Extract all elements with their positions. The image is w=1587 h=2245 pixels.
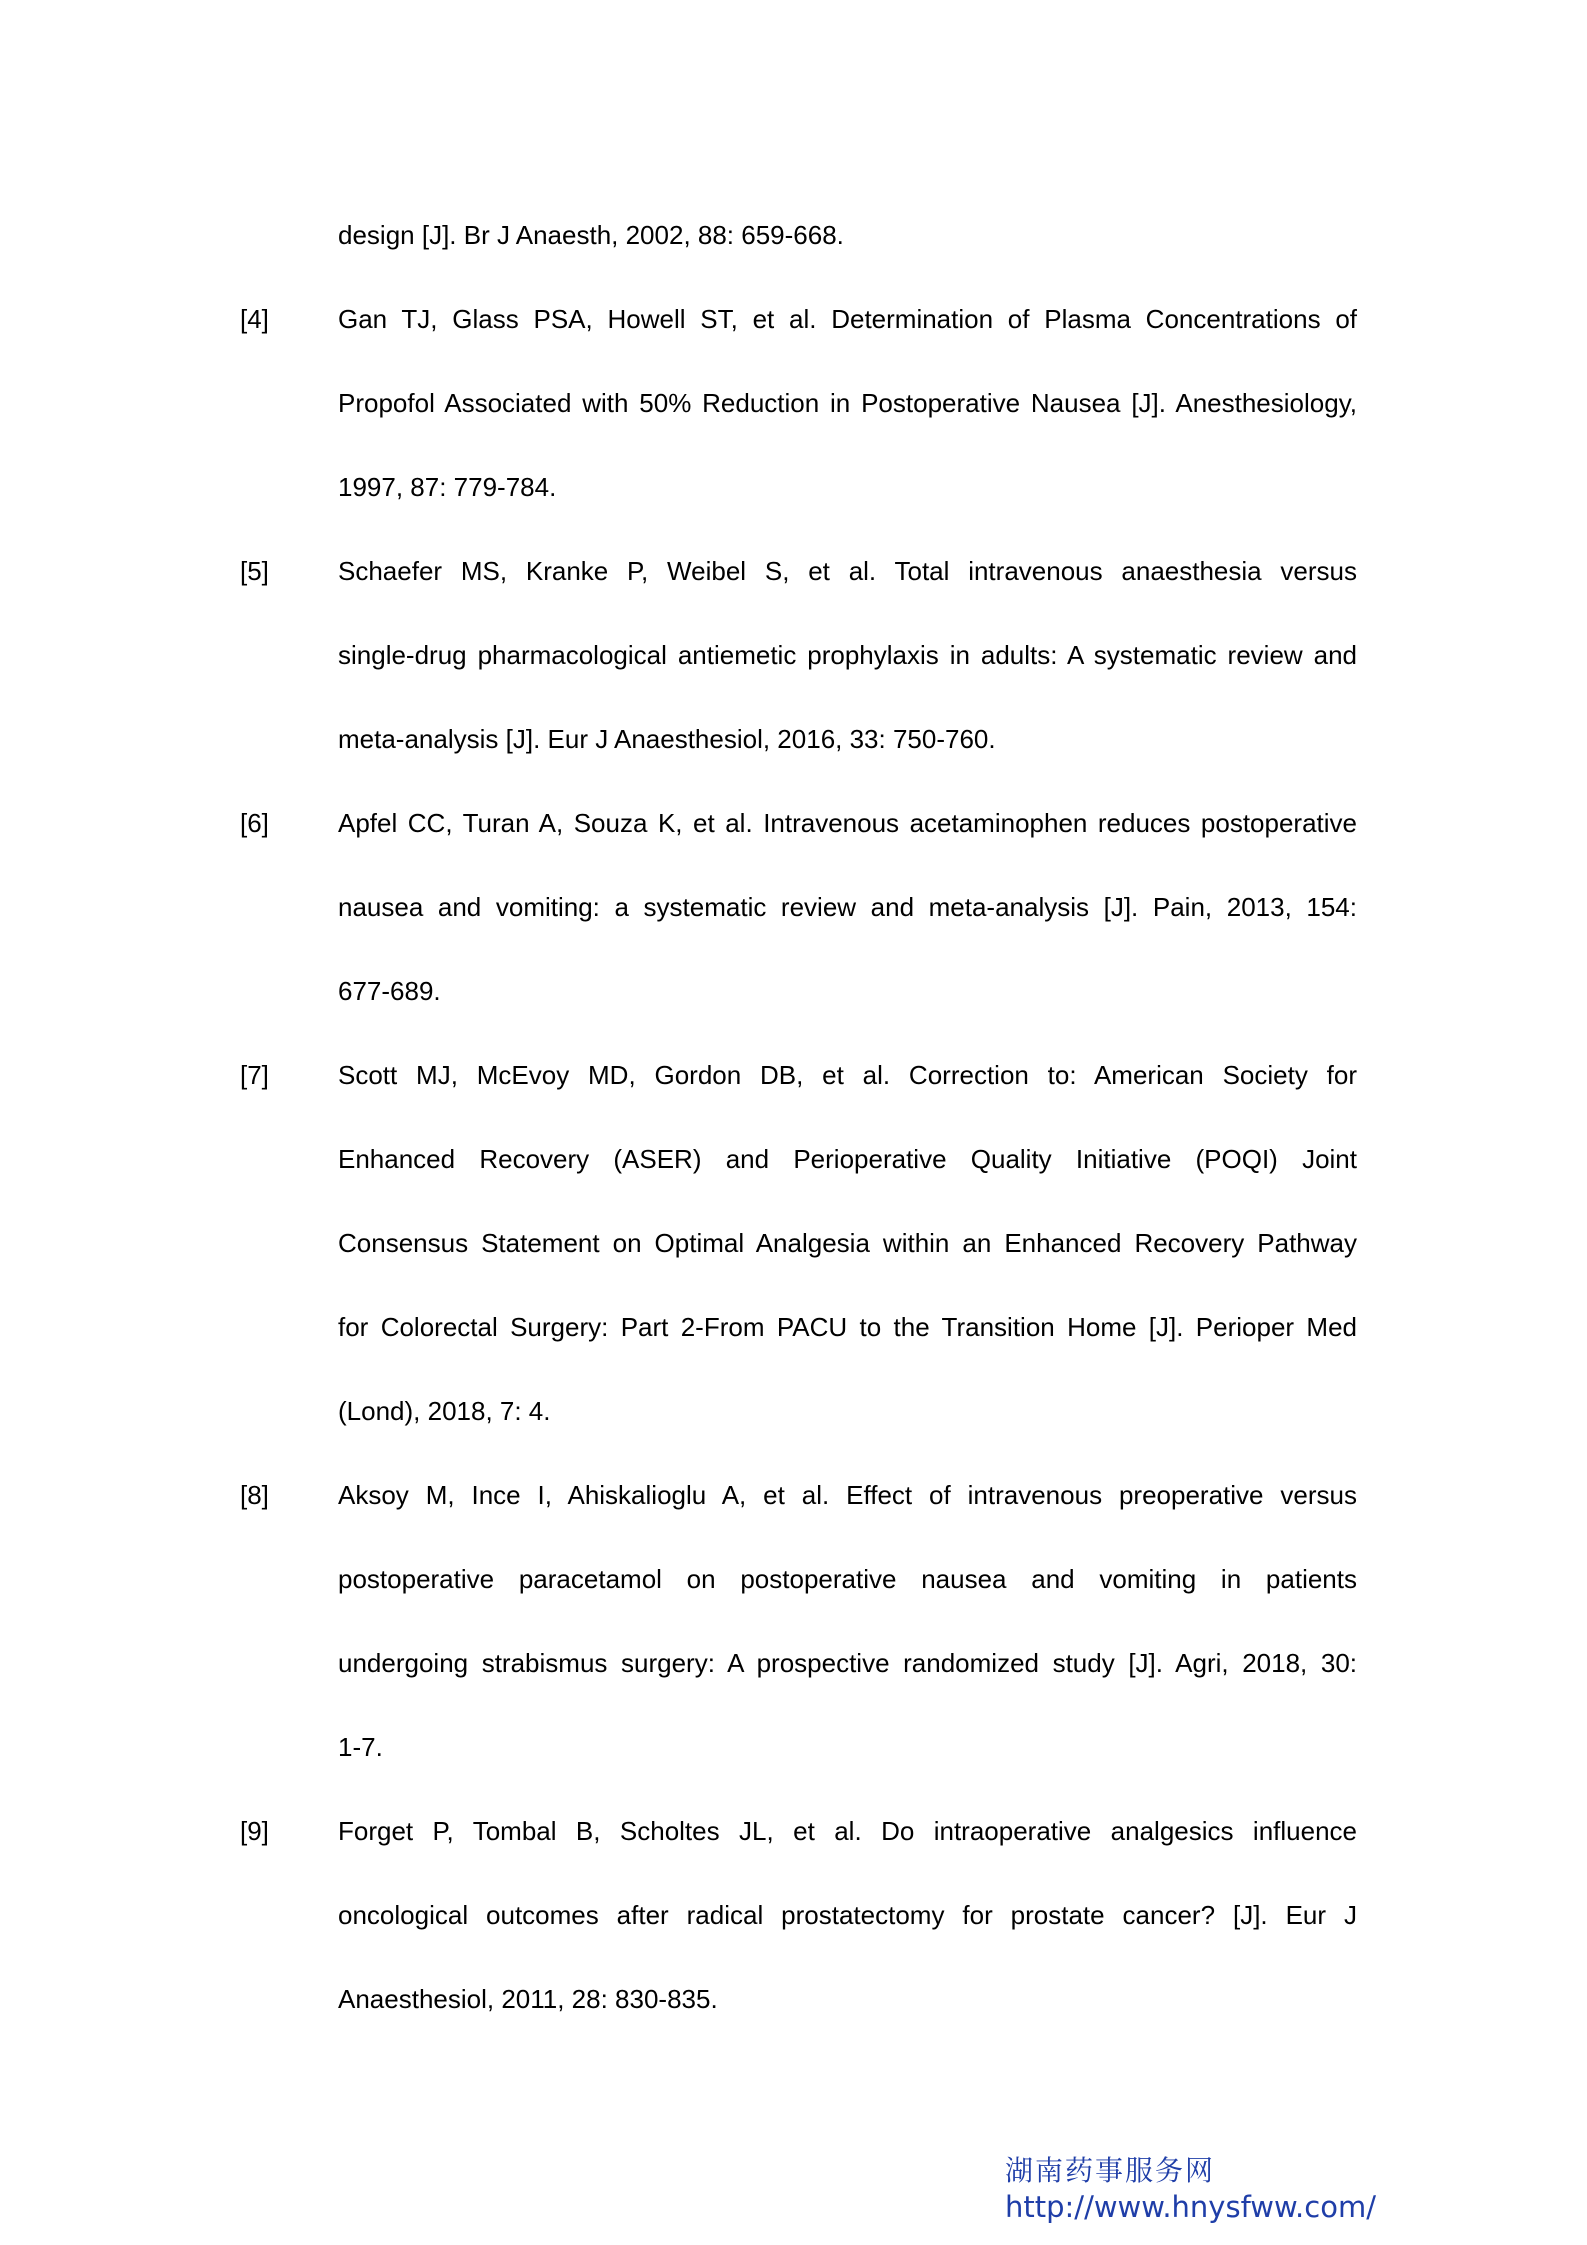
reference-line xyxy=(240,1217,1357,1301)
reference-line xyxy=(240,713,1357,797)
reference-text: (Lond), 2018, 7: 4. xyxy=(338,1396,551,1426)
reference-line xyxy=(240,545,1357,629)
reference-line xyxy=(240,629,1357,713)
reference-number: [6] xyxy=(240,808,269,838)
reference-line xyxy=(240,797,1357,881)
reference-line xyxy=(240,1889,1357,1973)
reference-number: [4] xyxy=(240,304,269,334)
reference-line xyxy=(240,461,1357,545)
reference-line xyxy=(240,881,1357,965)
reference-line xyxy=(240,1637,1357,1721)
reference-line xyxy=(240,1469,1357,1553)
reference-text: 1-7. xyxy=(338,1732,383,1762)
reference-text: undergoing strabismus surgery: A prospective randomized study [J]. Agri, 2018, 30: xyxy=(338,1648,1357,1678)
reference-number: [8] xyxy=(240,1480,269,1510)
reference-line xyxy=(240,1133,1357,1217)
reference-line xyxy=(240,1805,1357,1889)
reference-list xyxy=(240,209,1357,2057)
reference-line xyxy=(240,377,1357,461)
reference-text: Aksoy M, Ince I, Ahiskalioglu A, et al. Effect of intravenous preoperative versus xyxy=(338,1480,1357,1510)
reference-line xyxy=(240,1721,1357,1805)
reference-line xyxy=(240,965,1357,1049)
reference-text: meta-analysis [J]. Eur J Anaesthesiol, 2016, 33: 750-760. xyxy=(338,724,996,754)
reference-text: Anaesthesiol, 2011, 28: 830-835. xyxy=(338,1984,718,2014)
reference-text: for Colorectal Surgery: Part 2-From PACU to the Transition Home [J]. Perioper Med xyxy=(338,1312,1357,1342)
reference-text: 677-689. xyxy=(338,976,441,1006)
reference-text: Scott MJ, McEvoy MD, Gordon DB, et al. Correction to: American Society for xyxy=(338,1060,1357,1090)
reference-text: nausea and vomiting: a systematic review and meta-analysis [J]. Pain, 2013, 154: xyxy=(338,892,1357,922)
reference-line xyxy=(240,1049,1357,1133)
reference-number: [7] xyxy=(240,1060,269,1090)
site-name: 湖南药事服务网 xyxy=(1005,2154,1216,2187)
reference-text: 1997, 87: 779-784. xyxy=(338,472,557,502)
reference-text: Propofol Associated with 50% Reduction in Postoperative Nausea [J]. Anesthesiology, xyxy=(338,388,1357,418)
reference-text: Apfel CC, Turan A, Souza K, et al. Intravenous acetaminophen reduces postoperative xyxy=(338,808,1357,838)
reference-text: design [J]. Br J Anaesth, 2002, 88: 659-668. xyxy=(338,220,844,250)
reference-line xyxy=(240,293,1357,377)
reference-number: [9] xyxy=(240,1816,269,1846)
reference-line xyxy=(240,209,1357,293)
reference-line xyxy=(240,1973,1357,2057)
reference-text: Gan TJ, Glass PSA, Howell ST, et al. Determination of Plasma Concentrations of xyxy=(338,304,1357,334)
reference-text: Consensus Statement on Optimal Analgesia within an Enhanced Recovery Pathway xyxy=(338,1228,1357,1258)
reference-text: Schaefer MS, Kranke P, Weibel S, et al. Total intravenous anaesthesia versus xyxy=(338,556,1357,586)
reference-line xyxy=(240,1385,1357,1469)
site-url-link[interactable]: http://www.hnysfww.com/ xyxy=(1005,2190,1376,2224)
reference-line xyxy=(240,1301,1357,1385)
reference-text: postoperative paracetamol on postoperative nausea and vomiting in patients xyxy=(338,1564,1357,1594)
footer-watermark xyxy=(1005,2153,1385,2225)
reference-text: Forget P, Tombal B, Scholtes JL, et al. Do intraoperative analgesics influence xyxy=(338,1816,1357,1846)
reference-text: single-drug pharmacological antiemetic prophylaxis in adults: A systematic review and xyxy=(338,640,1357,670)
reference-text: Enhanced Recovery (ASER) and Perioperative Quality Initiative (POQI) Joint xyxy=(338,1144,1357,1174)
reference-line xyxy=(240,1553,1357,1637)
reference-number: [5] xyxy=(240,556,269,586)
reference-text: oncological outcomes after radical prostatectomy for prostate cancer? [J]. Eur J xyxy=(338,1900,1357,1930)
